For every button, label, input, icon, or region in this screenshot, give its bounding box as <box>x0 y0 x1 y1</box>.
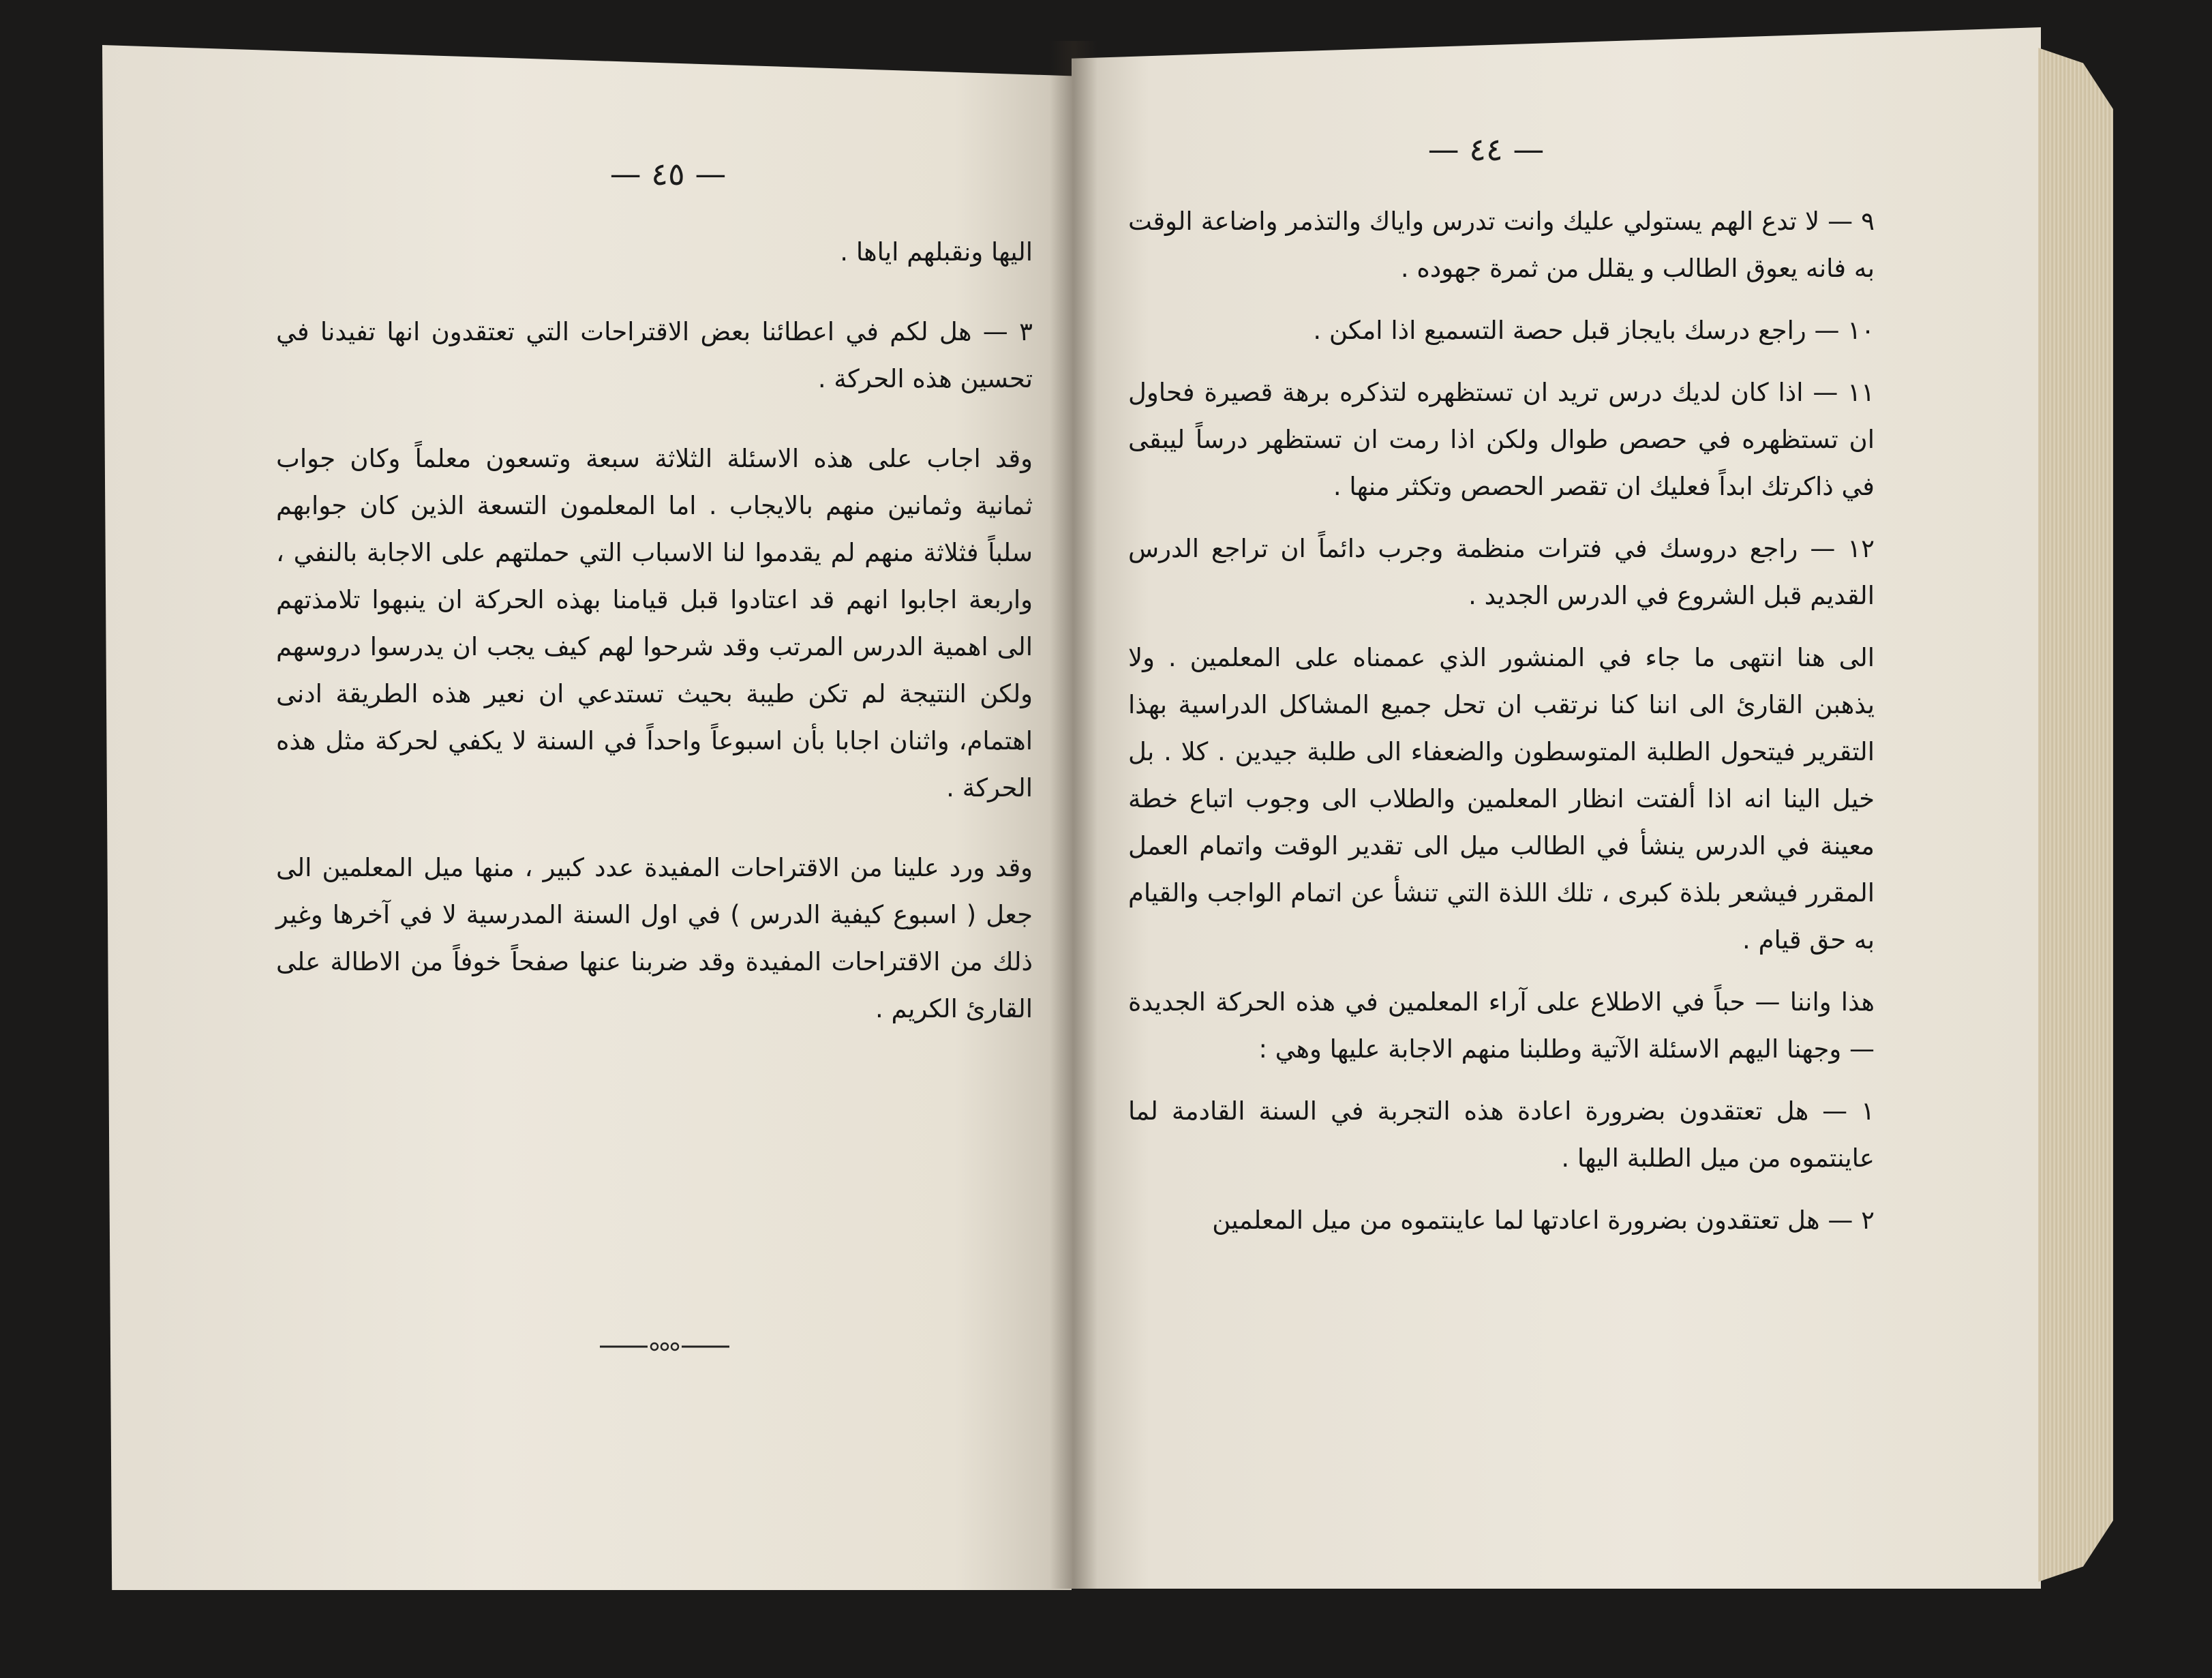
paragraph: اليها ونقبلهم اياها . <box>840 237 1033 267</box>
left-page-number: — ٤٥ — <box>609 155 727 192</box>
paragraph: الى هنا انتهى ما جاء في المنشور الذي عممناه على المعلمين . ولا يذهبن القارئ الى اننا كنا نرتقب ان تحل جميع المشاكل الدراسية بهذا التقرير فيتحول الطلبة المتوسطون والضعفاء الى طلبة جيدين . كلا . بل خيل الينا انه اذا ألفتت انظار المعلمين والطلاب الى وجوب اتباع خطة معينة في الدرس ينشأ في الطالب ميل الى تقدير الوقت واتمام العمل المقرر فيشعر بلذة كبرى ، تلك اللذة التي تنشأ عن اتمام الواجب والقيام به حق قيام . <box>1128 643 1875 955</box>
book-gutter <box>1050 41 1097 1589</box>
page-edges <box>2038 48 2113 1582</box>
paragraph: ١٠ — راجع درسك بايجاز قبل حصة التسميع اذا امكن . <box>1313 316 1875 345</box>
paragraph: ٣ — هل لكم في اعطائنا بعض الاقتراحات التي تعتقدون انها تفيدنا في تحسين هذه الحركة . <box>276 317 1033 393</box>
paragraph: هذا واننا — حباً في الاطلاع على آراء المعلمين في هذه الحركة الجديدة — وجهنا اليهم الاسئلة الآتية وطلبنا منهم الاجابة عليها وهي : <box>1128 987 1875 1064</box>
paragraph: وقد ورد علينا من الاقتراحات المفيدة عدد كبير ، منها ميل المعلمين الى جعل ( اسبوع كيفية الدرس ) في اول السنة المدرسية لا في آخرها وغير ذلك من الاقتراحات المفيدة وقد ضربنا عنها صفحاً خوفاً من الاطالة على القارئ الكريم . <box>276 853 1033 1023</box>
paragraph: ٩ — لا تدع الهم يستولي عليك وانت تدرس واياك والتذمر واضاعة الوقت به فانه يعوق الطالب و يقلل من ثمرة جهوده . <box>1128 207 1875 283</box>
section-ornament <box>600 1340 729 1353</box>
paragraph: ١٢ — راجع دروسك في فترات منظمة وجرب دائماً ان تراجع الدرس القديم قبل الشروع في الدرس الجديد . <box>1128 534 1875 610</box>
left-page-text <box>276 228 1033 1032</box>
paragraph: ١ — هل تعتقدون بضرورة اعادة هذه التجربة في السنة القادمة لما عاينتموه من ميل الطلبة اليها . <box>1128 1096 1875 1173</box>
paragraph: وقد اجاب على هذه الاسئلة الثلاثة سبعة وتسعون معلماً وكان جواب ثمانية وثمانين منهم بالايجاب . اما المعلمون التسعة الذين كان جوابهم سلباً فثلاثة منهم لم يقدموا لنا الاسباب التي حملتهم على الاجابة بالنفي ، واربعة اجابوا انهم قد اعتادوا قبل قيامنا بهذه الحركة ان ينبهوا تلامذتهم الى اهمية الدرس المرتب وقد شرحوا لهم كيف يجب ان يدرسوا دروسهم ولكن النتيجة لم تكن طيبة بحيث تستدعي ان نعير هذه الطريقة ادنى اهتمام، واثنان اجابا بأن اسبوعاً واحداً في السنة لا يكفي لحركة مثل هذه الحركة . <box>276 444 1033 803</box>
right-page-text <box>1128 198 1875 1244</box>
right-page-number: — ٤٤ — <box>1427 131 1545 168</box>
paragraph: ٢ — هل تعتقدون بضرورة اعادتها لما عاينتموه من ميل المعلمين <box>1212 1205 1875 1235</box>
paragraph: ١١ — اذا كان لديك درس تريد ان تستظهره لتذكره برهة قصيرة فحاول ان تستظهره في حصص طوال ولكن اذا رمت ان تستظهر درساً ليبقى في ذاكرتك ابداً فعليك ان تقصر الحصص وتكثر منها . <box>1128 378 1875 501</box>
